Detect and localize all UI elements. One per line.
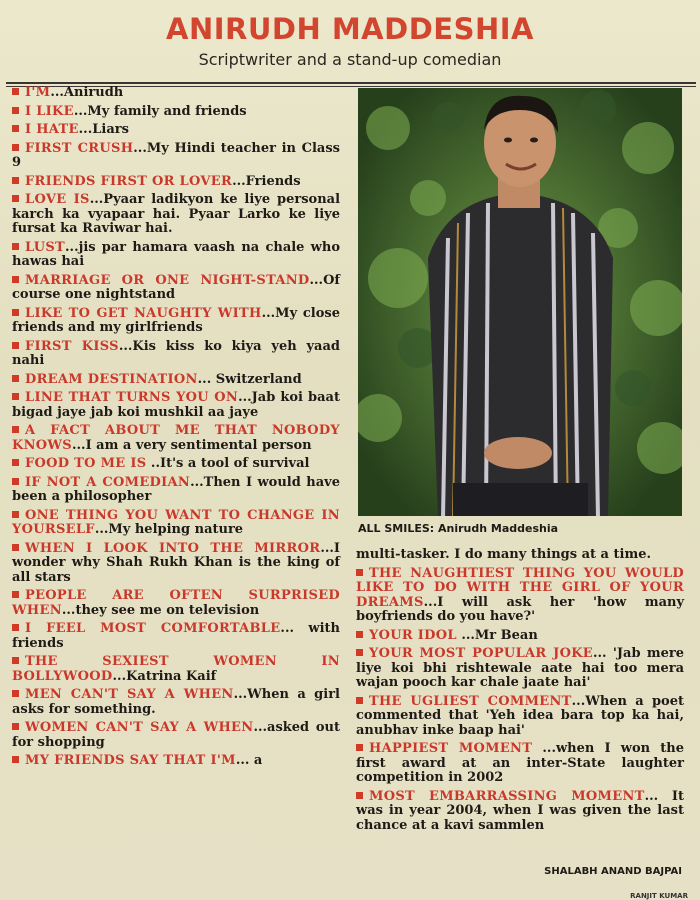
question-label: LOVE IS	[25, 192, 90, 207]
qa-item	[12, 589, 340, 618]
bullet-icon	[12, 375, 19, 382]
qa-item	[356, 647, 684, 691]
qa-item	[356, 790, 684, 834]
bullet-icon	[12, 657, 19, 664]
question-label: MY FRIENDS SAY THAT I'M	[25, 753, 236, 768]
answer-text: ...when I won the first award at an inter-State laughter competition in 2002	[356, 741, 684, 785]
answer-text: ...When a girl asks for something.	[12, 687, 340, 717]
qa-item	[12, 307, 340, 336]
bullet-icon	[12, 177, 19, 184]
qa-item	[12, 509, 340, 538]
byline: SHALABH ANAND BAJPAI	[544, 866, 682, 877]
answer-text: ... It was in year 2004, when I was given the last chance at a kavi sammlen	[356, 788, 684, 833]
right-column	[356, 548, 684, 837]
question-label: A FACT ABOUT ME THAT NOBODY KNOWS	[12, 423, 340, 453]
bullet-icon	[12, 125, 19, 132]
bullet-icon	[12, 511, 19, 518]
bullet-icon	[12, 723, 19, 730]
bullet-icon	[356, 631, 363, 638]
bullet-icon	[12, 88, 19, 95]
question-label: MOST EMBARRASSING MOMENT	[369, 788, 645, 804]
divider	[6, 82, 696, 84]
answer-text: ...I will ask her 'how many boyfriends do you have?'	[356, 594, 684, 624]
bullet-icon	[12, 690, 19, 697]
qa-item	[356, 567, 684, 625]
qa-item	[12, 542, 340, 586]
question-label: I'M	[25, 85, 51, 100]
left-column	[12, 86, 340, 773]
answer-text: ...My close friends and my girlfriends	[12, 305, 340, 335]
bullet-icon	[12, 243, 19, 250]
bullet-icon	[12, 756, 19, 763]
qa-item	[12, 391, 340, 420]
question-label: THE SEXIEST WOMEN IN BOLLYWOOD	[12, 654, 340, 684]
qa-item	[356, 629, 684, 644]
photo-caption: ALL SMILES: Anirudh Maddeshia	[358, 522, 559, 535]
question-label: ONE THING YOU WANT TO CHANGE IN YOURSELF	[12, 507, 340, 537]
answer-text: ...Anirudh	[50, 85, 124, 100]
qa-item	[12, 142, 340, 171]
qa-item	[12, 754, 340, 769]
portrait-photo	[358, 88, 682, 516]
photo-credit: RANJIT KUMAR	[630, 892, 688, 900]
qa-item	[12, 655, 340, 684]
answer-text: ...Then I would have been a philosopher	[12, 474, 340, 504]
bullet-icon	[356, 744, 363, 751]
question-label: LUST	[25, 239, 66, 255]
qa-item	[12, 274, 340, 303]
answer-text: ...Katrina Kaif	[112, 668, 217, 684]
qa-item	[12, 373, 340, 388]
qa-item	[12, 476, 340, 505]
page-subtitle: Scriptwriter and a stand-up comedian	[198, 50, 502, 69]
bullet-icon	[356, 649, 363, 656]
bullet-icon	[12, 426, 19, 433]
answer-text: ...My helping nature	[94, 522, 244, 537]
answer-text: ... with friends	[12, 621, 340, 651]
bullet-icon	[12, 459, 19, 466]
qa-item	[12, 193, 340, 237]
question-label: WHEN I LOOK INTO THE MIRROR	[25, 540, 321, 556]
bullet-icon	[356, 792, 363, 799]
question-label: IF NOT A COMEDIAN	[25, 474, 191, 490]
answer-text: ...I am a very sentimental person	[72, 437, 312, 453]
bullet-icon	[12, 591, 19, 598]
qa-item	[12, 241, 340, 270]
bullet-icon	[12, 195, 19, 202]
qa-item	[12, 457, 340, 472]
portrait-illustration	[358, 88, 682, 516]
bullet-icon	[356, 569, 363, 576]
answer-text: ... 'Jab mere liye koi bhi rishtewale aate hai too mera wajan pooch kar chale jaate hai'	[356, 646, 685, 690]
qa-item	[12, 340, 340, 369]
question-label: FOOD TO ME IS	[25, 456, 147, 471]
bullet-icon	[12, 478, 19, 485]
question-label: YOUR MOST POPULAR JOKE	[369, 646, 593, 661]
question-label: LIKE TO GET NAUGHTY WITH	[25, 305, 262, 321]
qa-item	[12, 86, 340, 101]
question-label: PEOPLE ARE OFTEN SURPRISED WHEN	[12, 588, 340, 618]
question-label: I HATE	[25, 122, 79, 137]
question-label: I LIKE	[25, 103, 74, 119]
answer-text: ...When a poet commented that 'Yeh idea bara top ka hai, anubhav inke baap hai'	[356, 693, 684, 738]
answer-text: ...My Hindi teacher in Class 9	[12, 140, 340, 170]
answer-text: ...Liars	[78, 122, 129, 137]
bullet-icon	[12, 393, 19, 400]
answer-text: ...Of course one nightstand	[12, 272, 340, 302]
answer-text: ..It's a tool of survival	[146, 456, 310, 471]
bullet-icon	[356, 697, 363, 704]
qa-item	[12, 721, 340, 750]
question-label: HAPPIEST MOMENT	[369, 741, 533, 756]
answer-text: ...jis par hamara vaash na chale who hawas hai	[12, 239, 340, 269]
qa-item	[12, 622, 340, 651]
qa-item	[356, 548, 684, 563]
question-label: MARRIAGE OR ONE NIGHT-STAND	[25, 272, 310, 288]
answer-text: ... Switzerland	[197, 371, 302, 387]
qa-item	[356, 695, 684, 739]
answer-text: ...Pyaar ladikyon ke liye personal karch ka vyapaar hai. Pyaar Larko ke liye fursat ka Raviwar hai.	[12, 192, 341, 236]
qa-item	[12, 688, 340, 717]
qa-item	[12, 424, 340, 453]
answer-text: ...Kis kiss ko kiya yeh yaad nahi	[12, 338, 340, 368]
qa-item	[12, 105, 340, 120]
answer-text: ...they see me on television	[61, 602, 260, 618]
question-label: DREAM DESTINATION	[25, 371, 198, 387]
bullet-icon	[12, 107, 19, 114]
question-label: WOMEN CAN'T SAY A WHEN	[25, 720, 254, 735]
bullet-icon	[12, 342, 19, 349]
answer-text: ...Mr Bean	[456, 627, 538, 643]
qa-item	[356, 742, 684, 786]
question-label: FIRST CRUSH	[25, 140, 134, 156]
question-label: LINE THAT TURNS YOU ON	[25, 390, 239, 405]
answer-text: ...Friends	[232, 173, 301, 189]
question-label: YOUR IDOL	[369, 627, 457, 643]
qa-item	[12, 175, 340, 190]
question-label: MEN CAN'T SAY A WHEN	[25, 687, 234, 702]
bullet-icon	[12, 144, 19, 151]
answer-text: ...I wonder why Shah Rukh Khan is the king of all stars	[12, 540, 340, 585]
question-label: I FEEL MOST COMFORTABLE	[25, 621, 281, 636]
question-label: THE UGLIEST COMMENT	[369, 693, 572, 709]
bullet-icon	[12, 276, 19, 283]
question-label: THE NAUGHTIEST THING YOU WOULD LIKE TO DO WITH THE GIRL OF YOUR DREAMS	[356, 565, 684, 610]
answer-text: ...asked out for shopping	[12, 720, 340, 750]
bullet-icon	[12, 544, 19, 551]
bullet-icon	[12, 624, 19, 631]
question-label: FRIENDS FIRST OR LOVER	[25, 173, 233, 189]
answer-text: ...Jab koi baat bigad jaye jab koi mushkil aa jaye	[12, 390, 340, 420]
answer-text: multi-tasker. I do many things at a time.	[356, 547, 652, 562]
bullet-icon	[12, 309, 19, 316]
answer-text: ...My family and friends	[73, 103, 247, 119]
qa-item	[12, 123, 340, 138]
question-label: FIRST KISS	[25, 338, 119, 354]
answer-text: ... a	[235, 753, 263, 768]
page-title: ANIRUDH MADDESHIA	[166, 12, 534, 46]
